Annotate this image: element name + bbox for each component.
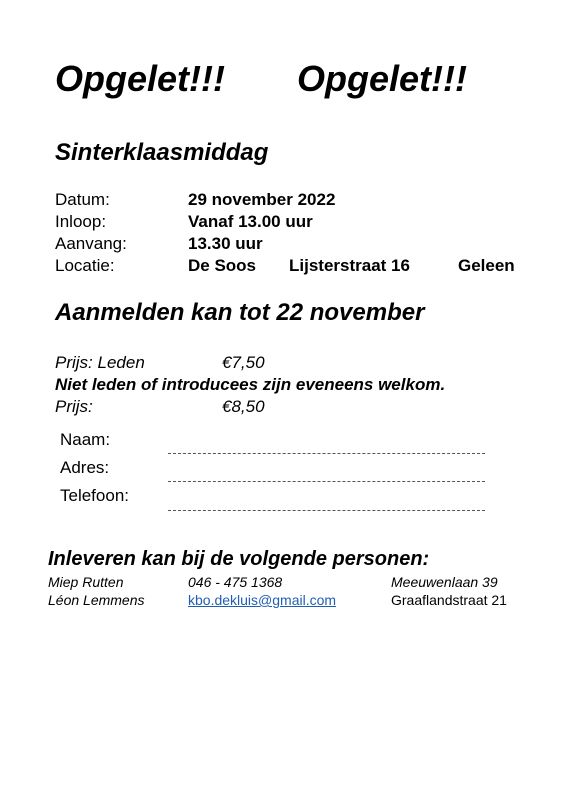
address-label: Adres: <box>60 458 110 477</box>
name-line[interactable] <box>168 453 485 454</box>
headline-right: Opgelet!!! <box>297 58 467 99</box>
contact-address-1: Meeuwenlaan 39 <box>391 574 498 590</box>
non-members-note: Niet leden of introducees zijn eveneens welkom. <box>55 375 446 394</box>
location-city: Geleen <box>458 256 515 275</box>
contact-address-2: Graaflandstraat 21 <box>391 592 507 608</box>
name-label: Naam: <box>60 430 111 449</box>
members-price-label: Prijs: Leden <box>55 353 145 372</box>
contact-email-link[interactable]: kbo.dekluis@gmail.com <box>188 592 337 608</box>
entry-label: Inloop: <box>55 212 107 231</box>
event-title: Sinterklaasmiddag <box>55 139 269 166</box>
address-line[interactable] <box>168 481 485 482</box>
non-members-price-label: Prijs: <box>55 397 93 416</box>
members-price: €7,50 <box>222 353 265 372</box>
phone-label: Telefoon: <box>60 486 129 505</box>
location-label: Locatie: <box>55 256 115 275</box>
start-label: Aanvang: <box>55 234 127 253</box>
entry-value: Vanaf 13.00 uur <box>188 212 313 231</box>
location-venue: De Soos <box>188 256 257 275</box>
phone-line[interactable] <box>168 510 485 511</box>
non-members-price: €8,50 <box>222 397 265 416</box>
registration-deadline: Aanmelden kan tot 22 november <box>55 299 425 326</box>
date-value: 29 november 2022 <box>188 190 336 209</box>
submit-heading: Inleveren kan bij de volgende personen: <box>48 548 430 570</box>
location-street: Lijsterstraat 16 <box>289 256 410 275</box>
contact-name-1: Miep Rutten <box>48 574 124 590</box>
contact-name-2: Léon Lemmens <box>48 592 145 608</box>
start-value: 13.30 uur <box>188 234 263 253</box>
date-label: Datum: <box>55 190 110 209</box>
contact-phone-1: 046 - 475 1368 <box>188 574 283 590</box>
headline-left: Opgelet!!! <box>55 58 225 99</box>
